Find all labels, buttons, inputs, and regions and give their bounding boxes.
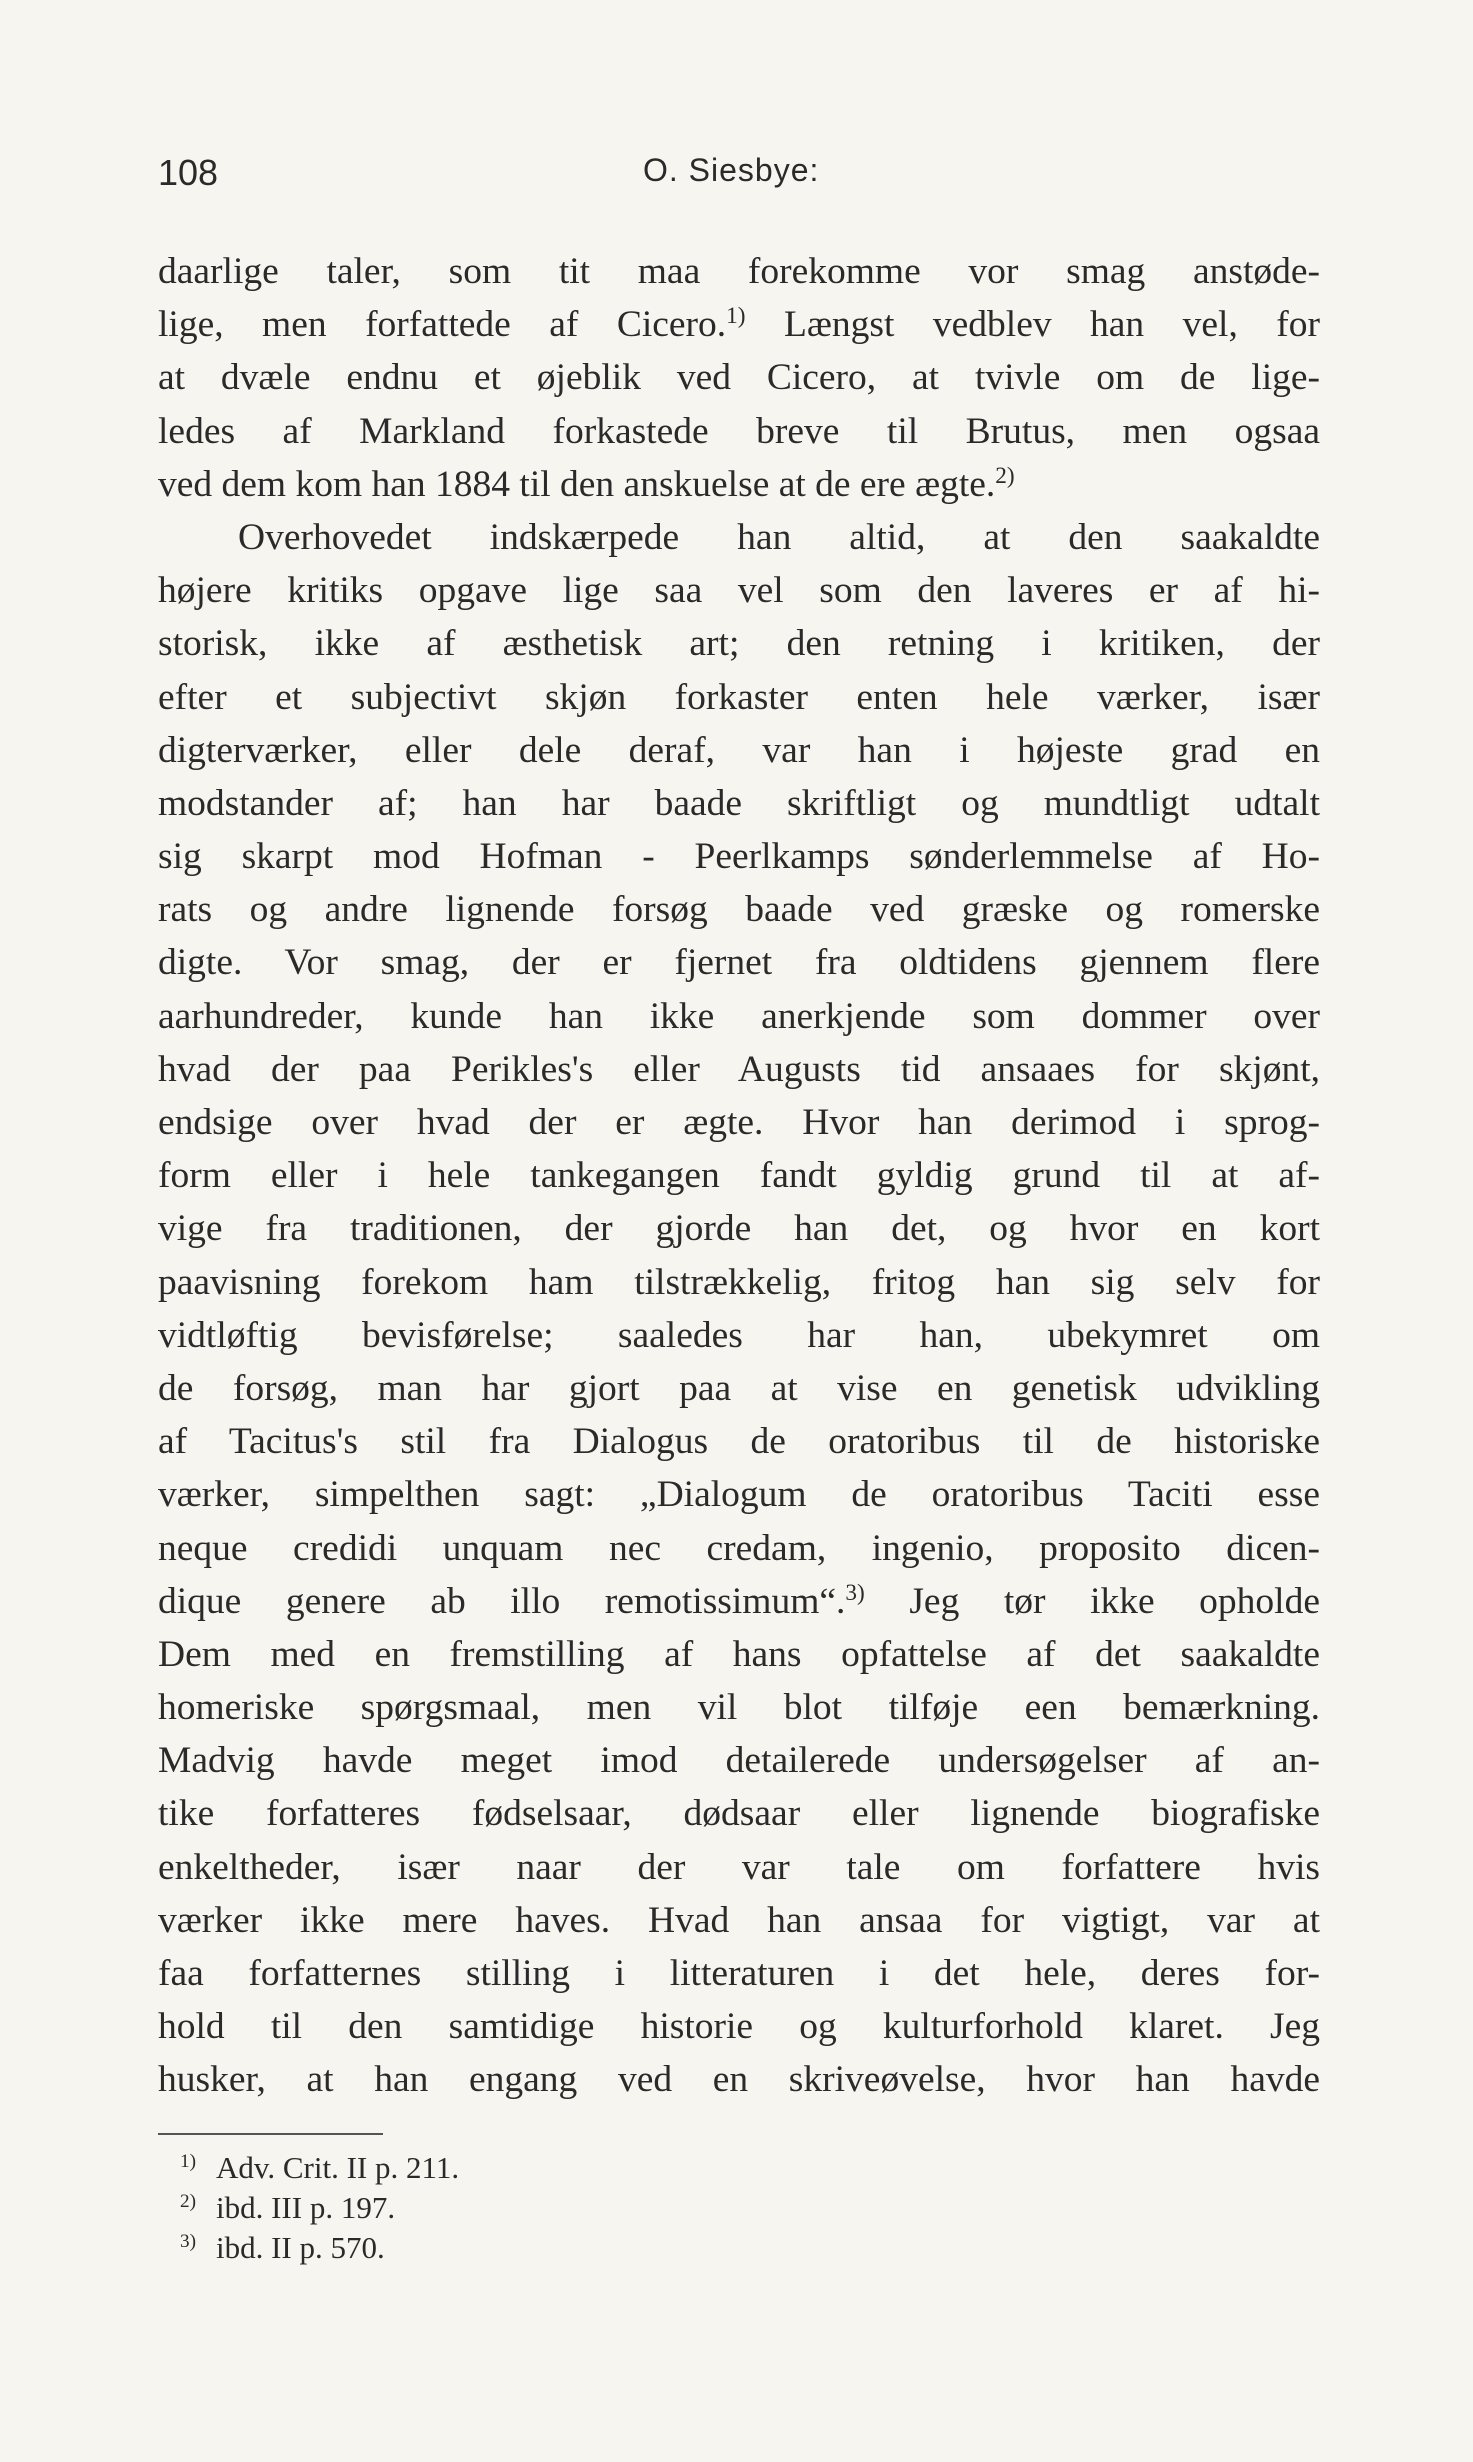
text-segment: digte. Vor smag, der er fjernet fra oldtidens gjennem flere xyxy=(158,942,1320,984)
text-segment: Jeg tør ikke opholde xyxy=(864,1580,1320,1622)
footnote-text: Adv. Crit. II p. 211. xyxy=(216,2150,460,2185)
text-segment: lige, men forfattede af Cicero. xyxy=(158,304,727,346)
text-line xyxy=(158,298,1320,351)
text-segment: husker, at han engang ved en skriveøvelse, hvor han havde xyxy=(158,2059,1320,2101)
text-segment: af Tacitus's stil fra Dialogus de oratoribus til de historiske xyxy=(158,1421,1320,1463)
footnote-reference: 3) xyxy=(845,1579,865,1606)
text-line xyxy=(158,830,1320,883)
text-line xyxy=(158,1096,1320,1149)
text-line xyxy=(158,1043,1320,1096)
footnote-reference: 1) xyxy=(726,303,746,330)
text-line xyxy=(158,1256,1320,1309)
text-line xyxy=(158,351,1320,404)
footnote-text: ibd. II p. 570. xyxy=(216,2230,385,2265)
text-line xyxy=(158,1149,1320,1202)
text-segment: digterværker, eller dele deraf, var han i højeste grad en xyxy=(158,729,1320,771)
text-segment: paavisning forekom ham tilstrækkelig, fritog han sig selv for xyxy=(158,1261,1320,1303)
text-line xyxy=(158,1575,1320,1628)
text-segment: de forsøg, man har gjort paa at vise en genetisk udvikling xyxy=(158,1367,1320,1409)
text-line xyxy=(158,1734,1320,1787)
text-line xyxy=(158,1415,1320,1468)
footnote: $^{2)}$ ibd. III p. 197. xyxy=(180,2190,396,2225)
footnote: $^{1)}$ Adv. Crit. II p. 211. xyxy=(180,2150,460,2185)
text-line xyxy=(158,1468,1320,1521)
footnote: $^{3)}$ ibd. II p. 570. xyxy=(180,2230,385,2265)
text-segment: højere kritiks opgave lige saa vel som den laveres er af hi- xyxy=(158,570,1320,612)
text-line xyxy=(158,1787,1320,1840)
text-line xyxy=(158,1841,1320,1894)
text-segment: at dvæle endnu et øjeblik ved Cicero, at tvivle om de lige- xyxy=(158,357,1320,399)
text-segment: hvad der paa Perikles's eller Augusts tid ansaaes for skjønt, xyxy=(158,1048,1320,1090)
footnote-divider xyxy=(158,2133,383,2135)
text-line xyxy=(158,1309,1320,1362)
page-header xyxy=(158,152,1320,202)
running-head: O. Siesbye: xyxy=(643,152,820,188)
footnote-reference: 2) xyxy=(995,462,1015,489)
text-segment: ved dem kom han 1884 til den anskuelse at de ere ægte. xyxy=(158,463,996,505)
text-segment: storisk, ikke af æsthetisk art; den retning i kritiken, der xyxy=(158,623,1320,665)
text-line xyxy=(158,1681,1320,1734)
text-line xyxy=(158,724,1320,777)
text-segment: dique genere ab illo remotissimum“. xyxy=(158,1580,846,1622)
text-segment: homeriske spørgsmaal, men vil blot tilføje een bemærkning. xyxy=(158,1687,1320,1729)
text-segment: daarlige taler, som tit maa forekomme vor smag anstøde- xyxy=(158,251,1320,292)
text-segment: tike forfatteres fødselsaar, dødsaar eller lignende biografiske xyxy=(158,1793,1320,1835)
text-segment: form eller i hele tankegangen fandt gyldig grund til at af- xyxy=(158,1155,1320,1197)
footnote-text: ibd. III p. 197. xyxy=(216,2190,396,2225)
text-line xyxy=(158,511,1320,564)
text-line xyxy=(158,1947,1320,2000)
text-line xyxy=(158,2053,1320,2106)
text-segment: Dem med en fremstilling af hans opfattelse af det saakaldte xyxy=(158,1633,1320,1675)
text-segment: efter et subjectivt skjøn forkaster enten hele værker, især xyxy=(158,676,1320,718)
text-line xyxy=(158,1522,1320,1575)
text-line xyxy=(158,1202,1320,1255)
text-segment: sig skarpt mod Hofman - Peerlkamps sønderlemmelse af Ho- xyxy=(158,836,1320,878)
text-line xyxy=(158,936,1320,989)
text-line xyxy=(158,245,1320,298)
text-segment: enkeltheder, især naar der var tale om forfattere hvis xyxy=(158,1846,1320,1888)
text-line xyxy=(158,564,1320,617)
text-segment: Madvig havde meget imod detailerede undersøgelser af an- xyxy=(158,1740,1320,1782)
text-line xyxy=(158,883,1320,936)
text-segment: neque credidi unquam nec credam, ingenio, proposito dicen- xyxy=(158,1527,1320,1569)
text-segment: endsige over hvad der er ægte. Hvor han derimod i sprog- xyxy=(158,1102,1320,1143)
text-line xyxy=(158,671,1320,724)
page-number: 108 xyxy=(158,152,219,193)
text-line xyxy=(158,1362,1320,1415)
text-line xyxy=(158,617,1320,670)
text-segment: Overhovedet indskærpede han altid, at den saakaldte xyxy=(238,516,1320,558)
text-line xyxy=(158,1894,1320,1947)
text-segment: Længst vedblev han vel, for xyxy=(745,304,1320,346)
text-segment: vidtløftig bevisførelse; saaledes har han, ubekymret om xyxy=(158,1314,1320,1356)
text-line xyxy=(158,777,1320,830)
text-line xyxy=(158,2000,1320,2053)
text-segment: ledes af Markland forkastede breve til Brutus, men ogsaa xyxy=(158,410,1320,452)
text-line xyxy=(158,458,1320,511)
text-segment: modstander af; han har baade skriftligt og mundtligt udtalt xyxy=(158,782,1320,824)
text-segment: hold til den samtidige historie og kulturforhold klaret. Jeg xyxy=(158,2006,1320,2048)
text-segment: vige fra traditionen, der gjorde han det, og hvor en kort xyxy=(158,1208,1320,1250)
text-segment: rats og andre lignende forsøg baade ved græske og romerske xyxy=(158,889,1320,931)
footnotes xyxy=(180,2148,880,2268)
text-segment: værker ikke mere haves. Hvad han ansaa for vigtigt, var at xyxy=(158,1899,1320,1941)
text-segment: faa forfatternes stilling i litteraturen i det hele, deres for- xyxy=(158,1953,1320,1994)
text-line xyxy=(158,405,1320,458)
body-text xyxy=(158,245,1320,2107)
text-segment: aarhundreder, kunde han ikke anerkjende som dommer over xyxy=(158,995,1320,1037)
text-line xyxy=(158,1628,1320,1681)
text-segment: værker, simpelthen sagt: „Dialogum de oratoribus Taciti esse xyxy=(158,1474,1320,1516)
text-line xyxy=(158,990,1320,1043)
